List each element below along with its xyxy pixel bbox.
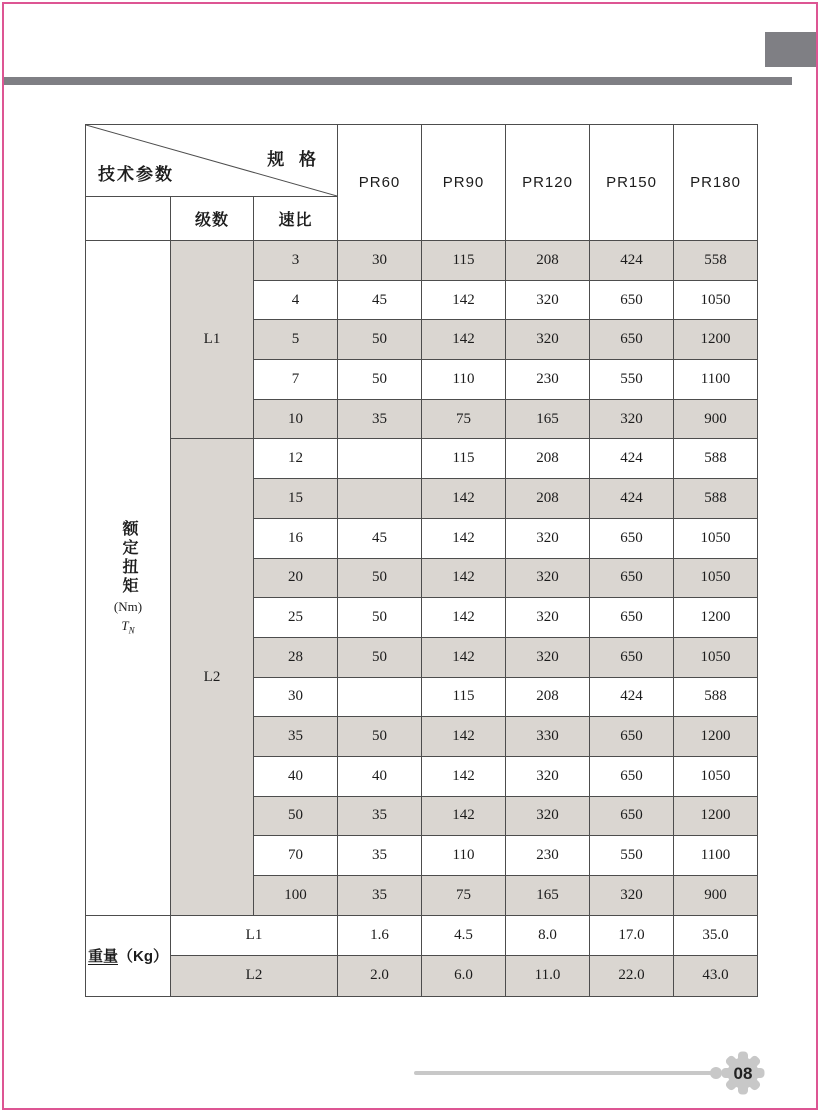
weight-value-cell: 17.0	[590, 915, 674, 956]
torque-value-cell: 320	[506, 796, 590, 836]
footer-rule-line	[414, 1071, 712, 1075]
ratio-cell: 5	[254, 320, 338, 360]
torque-value-cell: 208	[506, 479, 590, 519]
top-right-square-decoration	[765, 32, 816, 67]
ratio-cell: 50	[254, 796, 338, 836]
torque-value-cell: 650	[590, 756, 674, 796]
torque-value-cell: 900	[674, 876, 758, 916]
weight-unit-label: （Kg）	[118, 948, 168, 966]
header-row-1	[86, 125, 758, 197]
torque-value-cell: 75	[422, 876, 506, 916]
gear-icon	[720, 1050, 766, 1096]
corner-header-cell	[86, 125, 338, 197]
torque-value-cell: 650	[590, 280, 674, 320]
torque-value-cell: 558	[674, 241, 758, 281]
torque-value-cell: 142	[422, 598, 506, 638]
torque-value-cell: 650	[590, 598, 674, 638]
torque-value-cell: 50	[338, 360, 422, 400]
column-header-pr90: PR90	[422, 125, 506, 241]
page-number: 08	[733, 1064, 753, 1083]
torque-value-cell: 230	[506, 360, 590, 400]
weight-value-cell: 22.0	[590, 956, 674, 997]
torque-value-cell: 424	[590, 677, 674, 717]
torque-value-cell: 208	[506, 677, 590, 717]
table-row	[86, 439, 758, 479]
torque-value-cell: 1200	[674, 598, 758, 638]
torque-value-cell: 142	[422, 320, 506, 360]
stage-cell-L2: L2	[171, 439, 254, 915]
torque-value-cell: 1050	[674, 518, 758, 558]
weight-stage-cell: L2	[171, 956, 338, 997]
torque-value-cell: 320	[506, 518, 590, 558]
stage-cell-L1: L1	[171, 241, 254, 439]
torque-value-cell: 40	[338, 756, 422, 796]
torque-label-block	[86, 520, 170, 636]
column-header-pr60: PR60	[338, 125, 422, 241]
ratio-cell: 15	[254, 479, 338, 519]
ratio-cell: 4	[254, 280, 338, 320]
torque-value-cell: 1100	[674, 360, 758, 400]
torque-value-cell: 50	[338, 320, 422, 360]
torque-value-cell: 110	[422, 836, 506, 876]
torque-value-cell: 650	[590, 320, 674, 360]
torque-value-cell: 142	[422, 280, 506, 320]
ratio-cell: 40	[254, 756, 338, 796]
weight-value-cell: 35.0	[674, 915, 758, 956]
subheader-ratio: 速比	[254, 197, 338, 241]
torque-value-cell: 50	[338, 637, 422, 677]
weight-value-cell: 2.0	[338, 956, 422, 997]
ratio-cell: 35	[254, 717, 338, 757]
torque-value-cell: 35	[338, 836, 422, 876]
ratio-cell: 3	[254, 241, 338, 281]
ratio-cell: 16	[254, 518, 338, 558]
torque-value-cell: 320	[590, 876, 674, 916]
subheader-stage: 级数	[171, 197, 254, 241]
torque-value-cell: 550	[590, 360, 674, 400]
ratio-cell: 7	[254, 360, 338, 400]
torque-value-cell: 424	[590, 241, 674, 281]
torque-value-cell: 1200	[674, 320, 758, 360]
column-header-pr120: PR120	[506, 125, 590, 241]
table-row	[86, 241, 758, 281]
torque-value-cell: 142	[422, 717, 506, 757]
ratio-cell: 10	[254, 399, 338, 439]
ratio-cell: 28	[254, 637, 338, 677]
torque-value-cell: 45	[338, 280, 422, 320]
ratio-cell: 25	[254, 598, 338, 638]
torque-symbol-letter: T	[121, 618, 129, 634]
top-bar-decoration	[4, 77, 792, 85]
torque-value-cell: 142	[422, 479, 506, 519]
torque-value-cell: 50	[338, 558, 422, 598]
torque-value-cell: 115	[422, 439, 506, 479]
torque-value-cell: 142	[422, 637, 506, 677]
weight-value-cell: 4.5	[422, 915, 506, 956]
ratio-cell: 30	[254, 677, 338, 717]
torque-value-cell: 115	[422, 677, 506, 717]
torque-value-cell	[338, 439, 422, 479]
torque-row-group-header	[86, 241, 171, 916]
torque-value-cell: 650	[590, 637, 674, 677]
spec-table-body	[86, 241, 758, 997]
torque-value-cell: 45	[338, 518, 422, 558]
torque-value-cell: 320	[506, 756, 590, 796]
torque-value-cell: 75	[422, 399, 506, 439]
torque-value-cell: 115	[422, 241, 506, 281]
weight-value-cell: 8.0	[506, 915, 590, 956]
torque-unit-label: (Nm)	[113, 599, 143, 615]
corner-label-spec: 规 格	[267, 150, 321, 169]
weight-label: 重量	[87, 948, 118, 966]
torque-value-cell: 50	[338, 598, 422, 638]
ratio-cell: 12	[254, 439, 338, 479]
weight-value-cell: 11.0	[506, 956, 590, 997]
weight-value-cell: 6.0	[422, 956, 506, 997]
torque-value-cell: 588	[674, 677, 758, 717]
torque-value-cell: 650	[590, 518, 674, 558]
torque-value-cell: 165	[506, 876, 590, 916]
torque-value-cell: 550	[590, 836, 674, 876]
torque-symbol-subscript: N	[128, 625, 135, 636]
spec-table	[85, 124, 758, 997]
torque-value-cell: 588	[674, 479, 758, 519]
torque-value-cell	[338, 677, 422, 717]
weight-row-group-header	[86, 915, 171, 996]
torque-value-cell: 142	[422, 558, 506, 598]
torque-value-cell: 35	[338, 796, 422, 836]
torque-value-cell: 320	[506, 280, 590, 320]
table-row	[86, 915, 758, 956]
torque-value-cell: 1050	[674, 280, 758, 320]
weight-stage-cell: L1	[171, 915, 338, 956]
torque-value-cell: 588	[674, 439, 758, 479]
torque-label: 额定扭矩	[120, 520, 137, 597]
torque-value-cell: 208	[506, 439, 590, 479]
ratio-cell: 20	[254, 558, 338, 598]
torque-value-cell: 320	[506, 558, 590, 598]
empty-header-cell	[86, 197, 171, 241]
torque-value-cell: 320	[506, 598, 590, 638]
torque-value-cell	[338, 479, 422, 519]
torque-value-cell: 320	[506, 320, 590, 360]
torque-value-cell: 900	[674, 399, 758, 439]
torque-value-cell: 208	[506, 241, 590, 281]
torque-value-cell: 1050	[674, 756, 758, 796]
torque-value-cell: 650	[590, 717, 674, 757]
torque-symbol	[121, 618, 134, 636]
torque-value-cell: 320	[590, 399, 674, 439]
ratio-cell: 100	[254, 876, 338, 916]
corner-label-tech-params: 技术参数	[98, 165, 174, 184]
column-header-pr180: PR180	[674, 125, 758, 241]
weight-value-cell: 1.6	[338, 915, 422, 956]
torque-value-cell: 650	[590, 796, 674, 836]
torque-value-cell: 1050	[674, 637, 758, 677]
table-row	[86, 956, 758, 997]
torque-value-cell: 330	[506, 717, 590, 757]
torque-value-cell: 1200	[674, 796, 758, 836]
torque-value-cell: 165	[506, 399, 590, 439]
spec-table-wrapper	[85, 124, 758, 997]
torque-value-cell: 110	[422, 360, 506, 400]
torque-value-cell: 50	[338, 717, 422, 757]
column-header-pr150: PR150	[590, 125, 674, 241]
torque-value-cell: 1100	[674, 836, 758, 876]
torque-value-cell: 142	[422, 518, 506, 558]
torque-value-cell: 30	[338, 241, 422, 281]
torque-value-cell: 1200	[674, 717, 758, 757]
torque-value-cell: 320	[506, 637, 590, 677]
torque-value-cell: 424	[590, 479, 674, 519]
torque-value-cell: 424	[590, 439, 674, 479]
torque-value-cell: 142	[422, 796, 506, 836]
torque-value-cell: 230	[506, 836, 590, 876]
torque-value-cell: 142	[422, 756, 506, 796]
ratio-cell: 70	[254, 836, 338, 876]
torque-value-cell: 35	[338, 876, 422, 916]
torque-value-cell: 650	[590, 558, 674, 598]
weight-value-cell: 43.0	[674, 956, 758, 997]
torque-value-cell: 35	[338, 399, 422, 439]
torque-value-cell: 1050	[674, 558, 758, 598]
